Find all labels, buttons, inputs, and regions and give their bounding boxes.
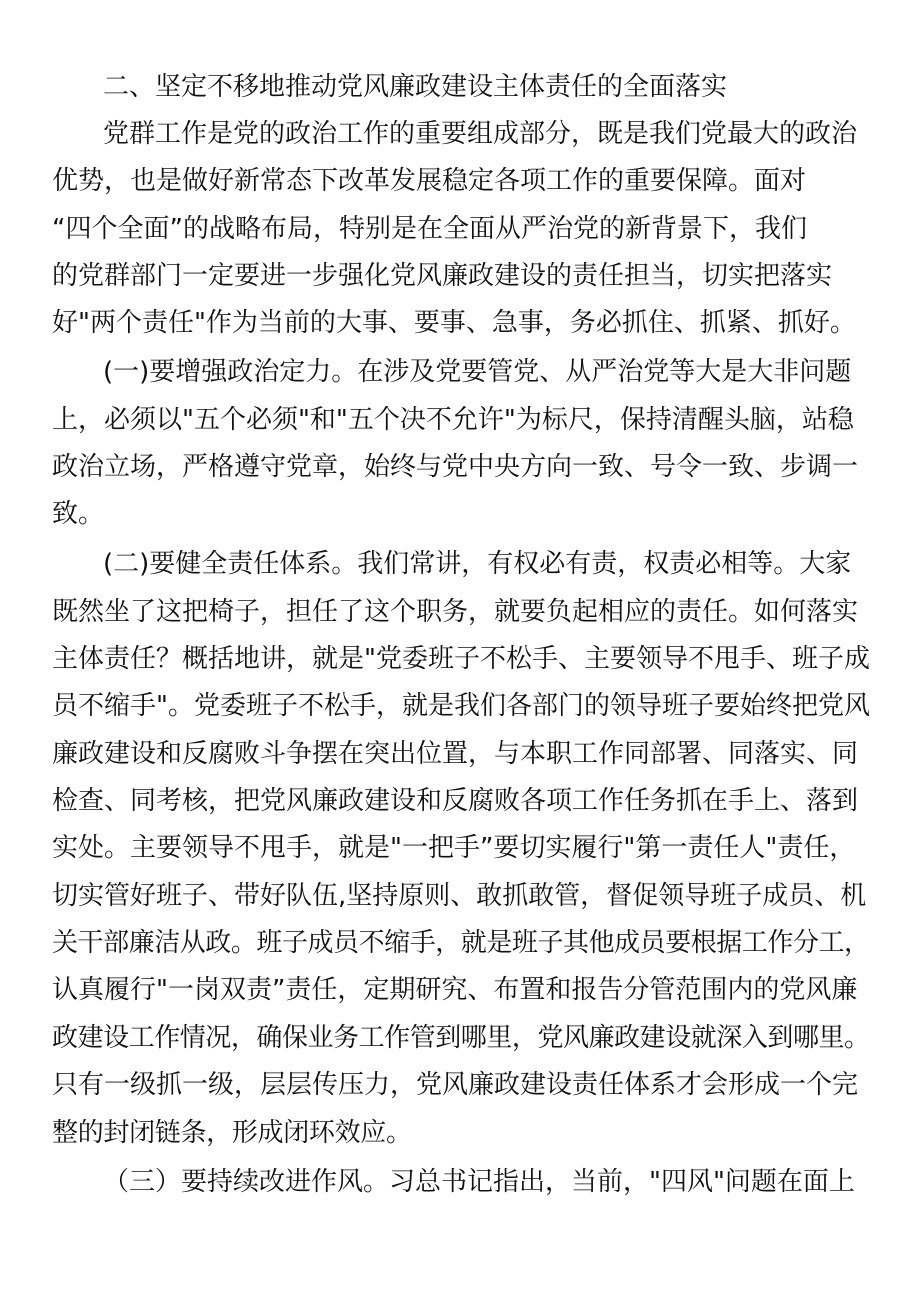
paragraph-line: 认真履行"一岗双责”责任，定期研究、布置和报告分管范围内的党风廉 [52, 975, 858, 1005]
paragraph-line: 员不缩手"。党委班子不松手，就是我们各部门的领导班子要始终把党风 [52, 691, 870, 721]
paragraph-line: 整的封闭链条，形成闭环效应。 [52, 1118, 412, 1148]
paragraph-line: “四个全面”的战略布局，特别是在全面从严治党的新背景下，我们 [52, 214, 807, 244]
paragraph-line: 党群工作是党的政治工作的重要组成部分，既是我们党最大的政治 [103, 119, 858, 149]
paragraph-line: （三）要持续改进作风。习总书记指出，当前，"四风"问题在面上 [103, 1167, 855, 1197]
paragraph-line: 廉政建设和反腐败斗争摆在突出位置，与本职工作同部署、同落实、同 [52, 739, 859, 769]
paragraph-line: 致。 [52, 499, 105, 529]
paragraph-line: 既然坐了这把椅子，担任了这个职务，就要负起相应的责任。如何落实 [52, 597, 859, 627]
paragraph-line: 的党群部门一定要进一步强化党风廉政建设的责任担当，切实把落实 [52, 261, 833, 291]
paragraph-line: 关干部廉洁从政。班子成员不缩手，就是班子其他成员要根据工作分工， [52, 928, 870, 958]
paragraph-line: 切实管好班子、带好队伍,坚持原则、敢抓敢管，督促领导班子成员、机 [52, 881, 867, 911]
paragraph-line: 好"两个责任"作为当前的大事、要事、急事，务必抓住、抓紧、抓好。 [52, 308, 856, 338]
paragraph-line: 政建设工作情况，确保业务工作管到哪里，党风廉政建设就深入到哪里。 [52, 1023, 870, 1053]
paragraph-line: 检查、同考核，把党风廉政建设和反腐败各项工作任务抓在手上、落到 [52, 786, 859, 816]
paragraph-line: 优势，也是做好新常态下改革发展稳定各项工作的重要保障。面对 [52, 166, 807, 196]
paragraph-line: 政治立场，严格遵守党章，始终与党中央方向一致、号令一致、步调一 [52, 452, 859, 482]
section-heading: 二、坚定不移地推动党风廉政建设主体责任的全面落实 [103, 72, 728, 102]
paragraph-line: (一)要增强政治定力。在涉及党要管党、从严治党等大是大非问题 [103, 357, 852, 387]
paragraph-line: 只有一级抓一级，层层传压力，党风廉政建设责任体系才会形成一个完 [52, 1070, 859, 1100]
paragraph-line: 实处。主要领导不甩手，就是"一把手”要切实履行"第一责任人"责任， [52, 833, 856, 863]
paragraph-line: (二)要健全责任体系。我们常讲，有权必有责，权责必相等。大家 [103, 549, 852, 579]
paragraph-line: 上，必须以"五个必须"和"五个决不允许"为标尺，保持清醒头脑，站稳 [52, 405, 854, 435]
paragraph-line: 主体责任？概括地讲，就是"党委班子不松手、主要领导不甩手、班子成 [52, 644, 870, 674]
